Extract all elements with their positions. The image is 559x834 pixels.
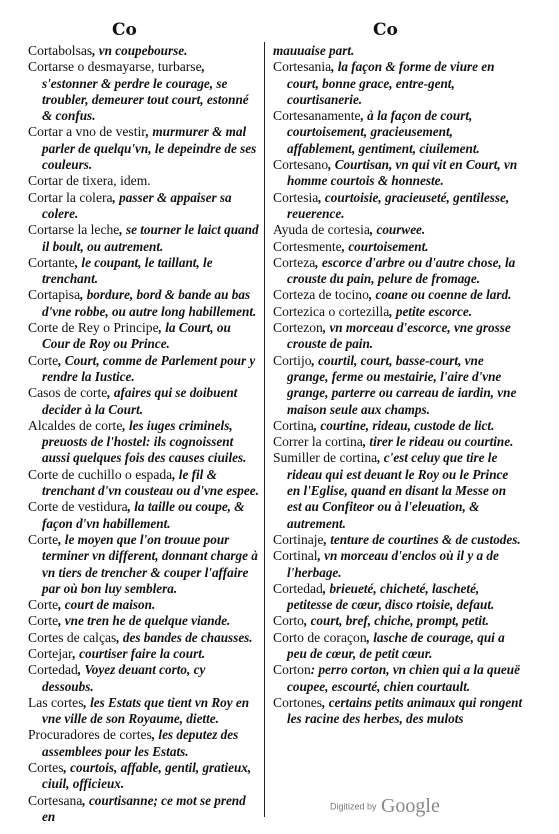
entry-definition: , courtisanne; ce mot se prend en [42, 792, 246, 824]
entry-definition: , escorce d'arbre ou d'autre chose, la crouste du pain, pelure de fromage. [287, 254, 516, 287]
entry-headword: Corte [28, 613, 59, 629]
entry-headword: Cortijo [273, 352, 312, 368]
dictionary-entry [273, 59, 523, 108]
dictionary-entry [273, 450, 523, 531]
dictionary-entry [28, 613, 260, 629]
entry-definition: , des bandes de chausses. [116, 629, 253, 645]
dictionary-entry [28, 385, 260, 418]
dictionary-entry [28, 222, 260, 255]
dictionary-entry [28, 662, 260, 695]
entry-definition: , c'est celuy que tire le rideau qui est deuant le Roy ou le Prince en l'Eglise, quand en disant la Messe on est au Confiteor ou à l'eleuation, & autrement. [287, 450, 509, 531]
entry-definition: , le coupant, le taillant, le trenchant. [42, 254, 213, 287]
dictionary-entry [28, 418, 260, 467]
page-header [0, 20, 559, 42]
dictionary-entry [273, 108, 523, 157]
dictionary-entry [273, 157, 523, 190]
entry-definition: , vn coupebourse. [92, 43, 188, 58]
dictionary-entry [28, 353, 260, 386]
entry-headword: Cortejar [28, 645, 73, 661]
entry-definition: , coane ou coenne de lard. [368, 287, 512, 303]
entry-definition: , courtoisie, gracieuseté, gentilesse, reuerence. [287, 189, 510, 221]
entry-headword: Cortinaje [273, 531, 324, 547]
entry-headword: Cortezica o cortezilla [273, 303, 390, 319]
entry-headword: Cortones [273, 694, 323, 710]
entry-headword: Corton [273, 662, 311, 678]
entry-definition: , bordure, bord & bande au bas d'vne robbe, ou autre long habillement. [42, 287, 257, 319]
entry-definition: , s'estonner & perdre le courage, se troubler, demeurer tout court, estonné & confus. [42, 59, 249, 124]
entry-headword: Cortar la colera [28, 189, 113, 205]
entry-headword: Cortar de tixera, idem. [28, 173, 151, 189]
entry-definition: , courtois, affable, gentil, gratieux, ciuil, officieux. [42, 760, 252, 792]
dictionary-entry [273, 43, 523, 59]
entry-headword: Corteza [273, 254, 316, 270]
entry-definition: , les deputez des assemblees pour les Estats. [42, 727, 239, 759]
entry-headword: Casos de corte [28, 385, 108, 401]
entry-definition: , vne tren he de quelque viande. [58, 613, 231, 629]
entry-definition: , la Court, ou Cour de Roy ou Prince. [42, 320, 231, 352]
entry-definition: , petite escorce. [389, 303, 473, 319]
entry-definition: , passer & appaiser sa colere. [42, 189, 232, 221]
entry-headword: Corto [273, 613, 304, 629]
dictionary-entry [28, 59, 260, 124]
digitized-label: Digitized by [330, 801, 377, 812]
dictionary-entry [273, 255, 523, 288]
entry-definition: , courtine, rideau, custode de lict. [313, 417, 495, 433]
dictionary-entry [273, 320, 523, 353]
dictionary-entry [28, 124, 260, 173]
entry-definition: , la taille ou coupe, & façon d'vn habillement. [42, 499, 245, 531]
entry-definition: , afaires qui se doibuent decider à la Court. [42, 385, 238, 417]
dictionary-entry [28, 695, 260, 728]
entry-headword: Cortesmente [273, 238, 342, 254]
entry-definition: mauuaise part. [273, 43, 355, 58]
entry-headword: Procuradores de cortes [28, 727, 152, 743]
entry-headword: Corte de cuchillo o espada [28, 466, 173, 482]
entry-definition: , court de maison. [58, 597, 156, 613]
entry-definition: , le fil & trenchant d'vn cousteau ou d'vne espee. [42, 466, 259, 499]
dictionary-entry [28, 727, 260, 760]
entry-headword: Ayuda de cortesia [273, 222, 370, 238]
dictionary-entry [28, 287, 260, 320]
dictionary-entry [28, 499, 260, 532]
entry-headword: Corto de coraçon [273, 629, 367, 645]
right-column [273, 43, 523, 727]
left-column [28, 43, 260, 825]
dictionary-entry [273, 418, 523, 434]
entry-definition: : perro corton, vn chien qui a la queuë coupee, escourté, chien courtault. [287, 662, 520, 694]
entry-definition: , lasche de courage, qui a peu de cœur, de petit cœur. [287, 629, 505, 661]
dictionary-entry [273, 304, 523, 320]
entry-headword: Las cortes [28, 694, 84, 710]
digitization-watermark [330, 795, 470, 817]
entry-headword: Cortedad [273, 580, 323, 596]
entry-headword: Corte de vestidura [28, 499, 128, 515]
entry-headword: Cortes de calças [28, 629, 117, 645]
entry-headword: Cortar a vno de vestir [28, 124, 146, 140]
dictionary-entry [273, 662, 523, 695]
dictionary-entry [28, 190, 260, 223]
entry-definition: , la façon & forme de viure en court, bonne grace, entre-gent, courtisanerie. [287, 59, 495, 107]
entry-headword: Corte [28, 531, 59, 547]
entry-definition: , à la façon de court, courtoisement, gracieusement, affablement, gentiment, ciuilement. [287, 108, 480, 156]
entry-definition: , murmurer & mal parler de quelqu'vn, le depeindre de ses couleurs. [42, 124, 257, 173]
entry-headword: Cortesano [273, 157, 329, 173]
entry-definition: , courwee. [369, 222, 426, 238]
entry-headword: Cortezon [273, 320, 323, 336]
dictionary-entry [28, 760, 260, 793]
running-head-right: Co [373, 20, 398, 40]
dictionary-entry [273, 695, 523, 728]
dictionary-entry [28, 320, 260, 353]
entry-definition: , tirer le rideau ou courtine. [362, 434, 514, 450]
dictionary-entry [28, 630, 260, 646]
dictionary-entry [28, 646, 260, 662]
dictionary-entry [273, 190, 523, 223]
dictionary-entry [273, 613, 523, 629]
entry-definition: , courtiser faire la court. [72, 645, 206, 661]
entry-headword: Cortabolsas [28, 43, 93, 58]
entry-headword: Correr la cortina [273, 434, 363, 450]
dictionary-entry [28, 43, 260, 59]
entry-definition: , court, bref, chiche, prompt, petit. [303, 613, 489, 629]
entry-definition: , tenture de courtines & de custodes. [323, 531, 521, 547]
entry-headword: Cortarse o desmayarse, turbarse [28, 59, 202, 75]
entry-headword: Corte [28, 597, 59, 613]
dictionary-entry [273, 532, 523, 548]
entry-headword: Corte [28, 352, 59, 368]
entry-definition: , vn morceau d'enclos où il y a de l'herbage. [287, 548, 499, 580]
dictionary-entry [28, 532, 260, 597]
entry-headword: Cortapisa [28, 287, 81, 303]
dictionary-entry [273, 222, 523, 238]
entry-definition: , se tourner le laict quand il boult, ou autrement. [42, 222, 259, 254]
entry-headword: Cortina [273, 417, 314, 433]
entry-definition: , le moyen que l'on trouue pour terminer vn different, donnant charge à vn tiers de trencher & couper l'affaire par où bon luy semblera. [42, 531, 258, 596]
entry-definition: , courtoisement. [341, 238, 429, 254]
entry-definition: , les iuges criminels, preuosts de l'hostel: ils cognoissent aussi quelques fois des causes ciuiles. [42, 417, 247, 466]
entry-headword: Cortesana [28, 792, 83, 808]
entry-definition: , certains petits animaux qui rongent les racine des herbes, des mulots [287, 694, 523, 727]
entry-headword: Cortante [28, 254, 75, 270]
dictionary-entry [28, 173, 260, 189]
entry-definition: , vn morceau d'escorce, vne grosse crouste de pain. [287, 320, 511, 352]
running-head-left: Co [112, 20, 137, 40]
entry-definition: , Voyez deuant corto, cy dessoubs. [42, 662, 206, 694]
dictionary-entry [273, 548, 523, 581]
entry-definition: , Courtisan, vn qui vit en Court, vn homme courtois & honneste. [287, 157, 518, 189]
dictionary-entry [273, 581, 523, 614]
entry-headword: Sumiller de cortina [273, 450, 378, 466]
entry-headword: Cortesia [273, 189, 319, 205]
dictionary-entry [28, 597, 260, 613]
dictionary-entry [273, 434, 523, 450]
entry-headword: Cortesania [273, 59, 332, 75]
entry-definition: , Court, comme de Parlement pour y rendre la Iustice. [42, 352, 256, 384]
entry-definition: , les Estats que tient vn Roy en vne ville de son Royaume, diette. [42, 694, 250, 727]
entry-definition: , brieueté, chicheté, lascheté, petitesse de cœur, disco rtoisie, defaut. [287, 580, 495, 613]
entry-headword: Cortesanamente [273, 108, 361, 124]
entry-headword: Cortinal [273, 548, 318, 564]
google-logo: Google [380, 795, 440, 817]
dictionary-entry [273, 239, 523, 255]
entry-headword: Alcaldes de corte [28, 417, 123, 433]
entry-headword: Corte de Rey o Principe [28, 320, 159, 336]
entry-definition: , courtil, court, basse-court, vne grange, ferme ou mestairie, l'aire d'vne grange, parterre ou carreau de iardin, vne maison seule aux champs. [287, 352, 517, 417]
dictionary-entry [28, 467, 260, 500]
dictionary-entry [28, 793, 260, 826]
entry-headword: Cortarse la leche [28, 222, 120, 238]
dictionary-entry [273, 630, 523, 663]
entry-headword: Cortedad [28, 662, 78, 678]
dictionary-entry [273, 353, 523, 418]
dictionary-entry [28, 255, 260, 288]
entry-headword: Corteza de tocino [273, 287, 369, 303]
entry-headword: Cortes [28, 760, 64, 776]
dictionary-entry [273, 287, 523, 303]
column-divider [264, 42, 265, 817]
